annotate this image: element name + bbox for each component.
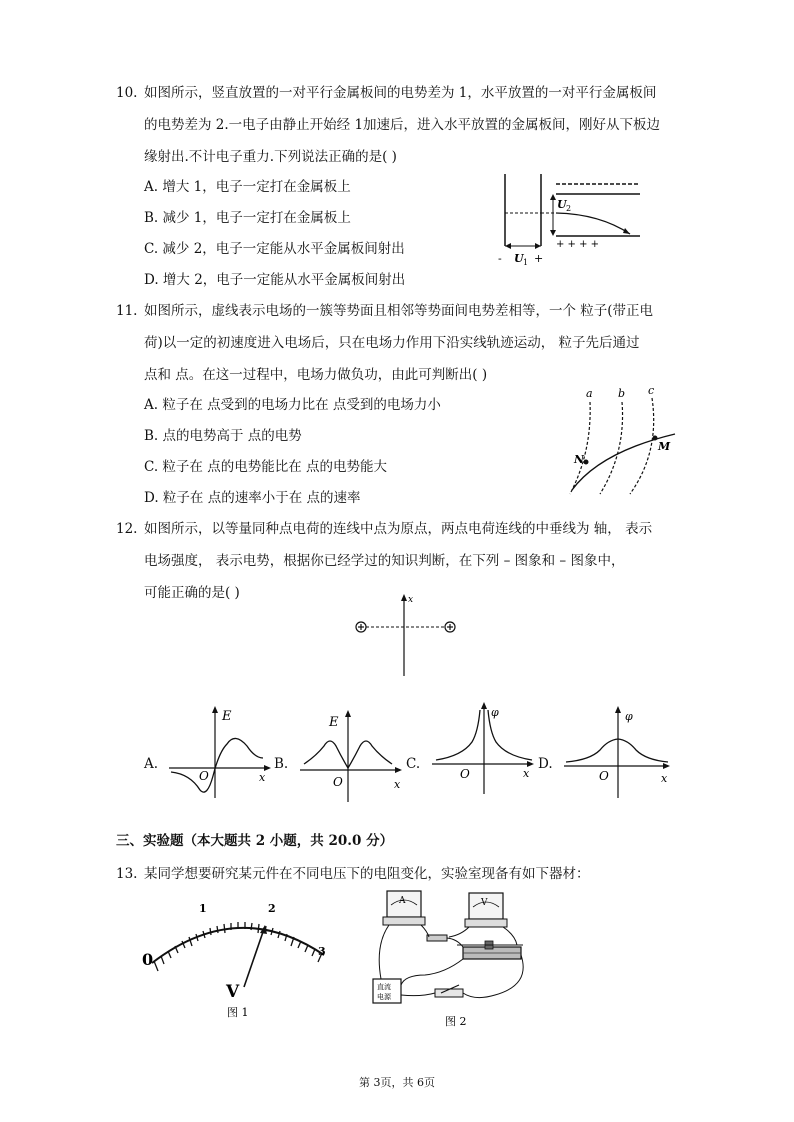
q10-option-c: C. 减少 2，电子一定能从水平金属板间射出 (144, 241, 405, 257)
q10-option-b: B. 减少 1，电子一定打在金属板上 (144, 210, 351, 226)
q12-number: 12. (116, 521, 138, 537)
q12-stem-line-3: 可能正确的是( ) (144, 585, 240, 601)
q11-option-d: D. 粒子在 点的速率小于在 点的速率 (144, 490, 361, 506)
q13-fig2-caption: 图 2 (445, 1015, 467, 1028)
q12-graph-b-x: x (394, 778, 401, 791)
q10-stem-line-3: 缘射出.不计电子重力.下列说法正确的是( ) (144, 149, 397, 165)
q10-u2-subscript: 2 (566, 204, 572, 213)
switch-icon (435, 989, 463, 997)
q13-dial-tick-3: 3 (318, 945, 326, 958)
q12-option-b-label: B. (274, 756, 289, 772)
q12-option-c-label: C. (406, 756, 421, 772)
q10-u2-label: U (557, 198, 567, 211)
ammeter-label: A (399, 896, 406, 906)
q10-u1-subscript: 1 (523, 258, 529, 267)
q11-label-N: N (574, 453, 585, 466)
q13-number: 13. (116, 866, 138, 882)
q11-option-b: B. 点的电势高于 点的电势 (144, 428, 302, 444)
q12-graph-d (560, 702, 675, 802)
q12-graph-c-x: x (523, 767, 530, 780)
q10-option-a: A. 增大 1，电子一定打在金属板上 (144, 179, 351, 195)
q13-dial-tick-0: 0 (142, 950, 154, 969)
q12-graph-a-E: E (222, 709, 232, 724)
q12-graph-d-O: O (599, 769, 609, 783)
q11-option-a: A. 粒子在 点受到的电场力比在 点受到的电场力小 (144, 397, 441, 413)
q10-stem-line-2: 的电势差为 2.一电子由静止开始经 1加速后，进入水平放置的金属板间，刚好从下板边 (144, 117, 661, 133)
power-source-label-1: 直流 (377, 983, 391, 991)
q11-stem-line-3: 点和 点。在这一过程中，电场力做负功，由此可判断出( ) (144, 367, 488, 383)
component-icon (427, 935, 447, 941)
q11-label-b: b (618, 387, 626, 400)
q12-graph-d-phi: φ (625, 710, 633, 723)
q12-option-d-label: D. (538, 756, 553, 772)
q12-graph-d-x: x (661, 772, 668, 785)
q13-dial-tick-1: 1 (199, 902, 207, 915)
q11-label-M: M (658, 440, 671, 453)
q12-graph-b-O: O (333, 775, 343, 789)
q10-stem-line-1: 如图所示，竖直放置的一对平行金属板间的电势差为 1，水平放置的一对平行金属板间 (144, 85, 657, 101)
q12-graph-c-phi: φ (491, 706, 499, 719)
q12-option-a-label: A. (144, 756, 159, 772)
q11-label-a: a (586, 387, 593, 400)
q13-dial-tick-2: 2 (268, 902, 276, 915)
section-title: 三、实验题（本大题共 2 小题，共 20.0 分） (116, 833, 394, 849)
q10-option-d: D. 增大 2，电子一定能从水平金属板间射出 (144, 272, 406, 288)
q10-u1-label: U (514, 252, 524, 265)
q12-graph-c (428, 698, 538, 798)
q10-plus-sign: + (534, 252, 544, 265)
power-source-label-2: 电源 (377, 993, 391, 1001)
q10-capacitor-figure (490, 168, 660, 270)
q12-graph-b (296, 706, 406, 806)
q12-graph-a-x: x (259, 771, 266, 784)
q13-fig2-circuit (365, 885, 535, 1033)
q13-fig1-caption: 图 1 (227, 1006, 249, 1019)
q13-dial-ticks (154, 922, 322, 971)
q10-plus-marks: + + + + (556, 239, 600, 250)
q11-stem-line-1: 如图所示，虚线表示电场的一簇等势面且相邻等势面间电势差相等，一个 粒子(带正电 (144, 303, 654, 319)
q10-minus-sign: - (498, 252, 502, 265)
q12-graph-a (165, 702, 275, 802)
q11-stem-line-2: 荷)以一定的初速度进入电场后，只在电场力作用下沿实线轨迹运动， 粒子先后通过 (144, 335, 640, 351)
q12-graph-b-E: E (329, 715, 339, 730)
q12-stem-line-1: 如图所示，以等量同种点电荷的连线中点为原点，两点电荷连线的中垂线为 轴， 表示 (144, 521, 653, 537)
voltmeter-label: V (481, 898, 488, 908)
q11-label-c: c (648, 384, 655, 397)
q11-number: 11. (116, 303, 138, 319)
q11-option-c: C. 粒子在 点的电势能比在 点的电势能大 (144, 459, 388, 475)
q12-axis-x-label: x (408, 595, 414, 605)
q13-fig1-voltmeter-dial (138, 895, 338, 1025)
q13-text: 某同学想要研究某元件在不同电压下的电阻变化，实验室现备有如下器材： (144, 866, 590, 882)
page-footer: 第 3页，共 6页 (359, 1076, 435, 1089)
q12-stem-line-2: 电场强度， 表示电势，根据你已经学过的知识判断，在下列 – 图象和 – 图象中， (144, 553, 625, 569)
q12-graph-c-O: O (460, 767, 470, 781)
q13-dial-unit: V (226, 982, 240, 1002)
q12-graph-a-O: O (199, 769, 209, 783)
q12-charges-figure (350, 590, 460, 680)
q11-equipotential-figure (560, 382, 680, 500)
q10-number: 10. (116, 85, 138, 101)
